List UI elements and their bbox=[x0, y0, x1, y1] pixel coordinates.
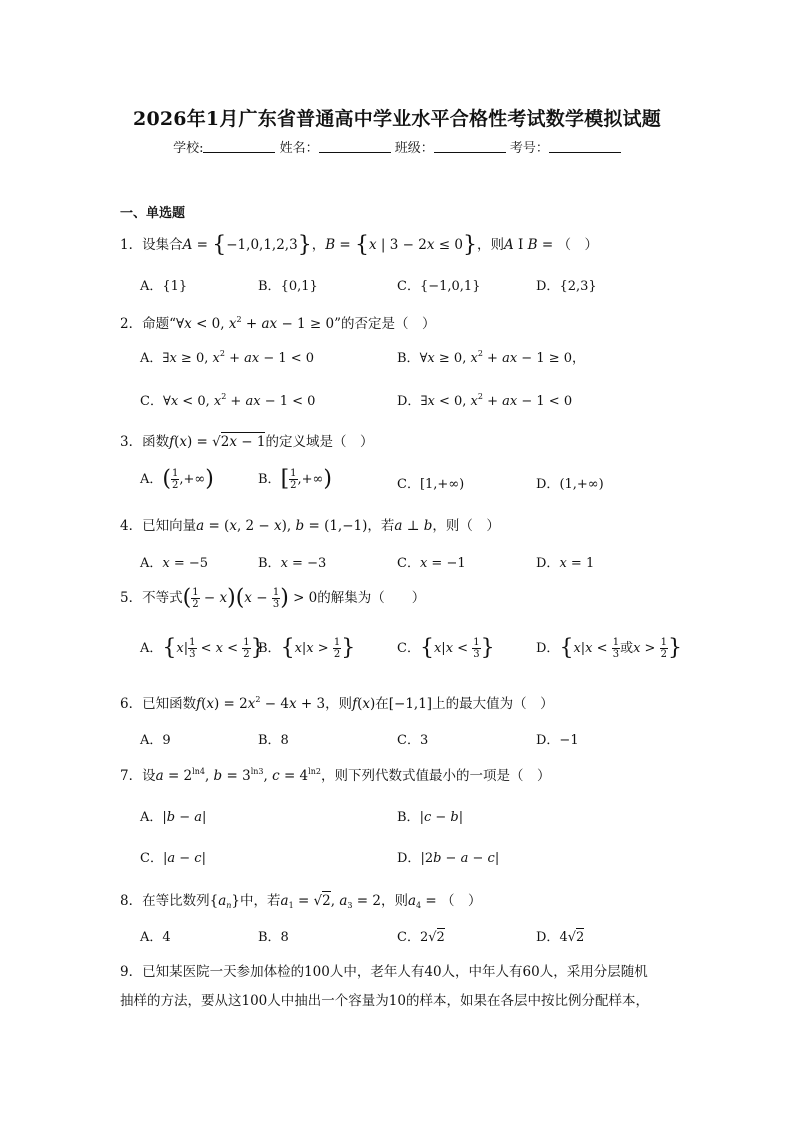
class-label: 班级： bbox=[394, 141, 434, 156]
q4-option-b: B．x = −3 bbox=[258, 556, 327, 571]
question-9-line-2: 抽样的方法，要从这100人中抽出一个容量为10的样本，如果在各层中按比例分配样本， bbox=[120, 993, 649, 1009]
q4-option-a: A．x = −5 bbox=[140, 556, 209, 571]
student-info-line bbox=[0, 137, 794, 156]
name-label: 姓名： bbox=[279, 141, 319, 156]
q3-option-d: D．(1,+∞) bbox=[536, 477, 604, 492]
q3-option-c: C．[1,+∞) bbox=[397, 477, 465, 492]
q5-option-b: B．{x|x > $\frac{1}{2}$ } bbox=[258, 635, 356, 661]
page-title: 2026年1月广东省普通高中学业水平合格性考试数学模拟试题 bbox=[133, 108, 661, 130]
q2-option-a: A．∃x ≥ 0, $x^2$ + ax − 1 < 0 bbox=[140, 349, 315, 366]
question-2: 2．命题“∀x < 0, $x^2$ + ax − 1 ≥ 0”的否定是（ ） bbox=[120, 315, 436, 332]
q3-option-b: B．[ $\frac{1}{2}$ ,+∞) bbox=[258, 466, 332, 492]
q8-option-b: B．8 bbox=[258, 930, 289, 945]
school-blank bbox=[203, 140, 275, 153]
question-5: 5．不等式( $\frac{1}{2}$ − x)(x − $\frac{1}{3}$ ) > 0的解集为（ ） bbox=[120, 585, 426, 611]
q3-option-a: A．( $\frac{1}{2}$ ,+∞) bbox=[140, 466, 214, 492]
class-blank bbox=[434, 140, 506, 153]
school-label: 学校: bbox=[173, 141, 204, 156]
q1-option-d: D．{2,3} bbox=[536, 279, 597, 294]
q6-option-b: B．8 bbox=[258, 733, 289, 748]
q2-option-b: B．∀x ≥ 0, $x^2$ + ax − 1 ≥ 0， bbox=[397, 349, 586, 366]
q6-option-d: D．−1 bbox=[536, 733, 579, 748]
question-7: 7．设$a = 2^{ln4}$, $b = 3^{ln3}$, $c = 4^{ln2}$，则下列代数式值最小的一项是（ ） bbox=[120, 767, 551, 784]
q1-option-b: B．{0,1} bbox=[258, 279, 318, 294]
question-9-line-1: 9．已知某医院一天参加体检的100人中，老年人有40人，中年人有60人，采用分层随机 bbox=[120, 964, 648, 980]
exam-number-label: 考号： bbox=[509, 141, 549, 156]
section-heading: 一、单选题 bbox=[120, 206, 186, 221]
q6-option-a: A．9 bbox=[140, 733, 171, 748]
question-6: 6．已知函数$f(x) = 2x^2 - 4x + 3$，则f(x)在[−1,1]上的最大值为（ ） bbox=[120, 695, 554, 712]
q1-option-c: C．{−1,0,1} bbox=[397, 279, 481, 294]
q4-option-d: D．x = 1 bbox=[536, 556, 595, 571]
q4-option-c: C．x = −1 bbox=[397, 556, 466, 571]
question-4: 4．已知向量a = (x, 2 − x), b = (1,−1)，若a ⊥ b，则（ ） bbox=[120, 518, 500, 534]
q2-option-d: D．∃x < 0, $x^2$ + ax − 1 < 0 bbox=[397, 392, 573, 409]
name-blank bbox=[319, 140, 391, 153]
q5-option-a: A．{x| $\frac{1}{3}$ < x < $\frac{1}{2}$ } bbox=[140, 635, 265, 661]
q2-option-c: C．∀x < 0, $x^2$ + ax − 1 < 0 bbox=[140, 392, 316, 409]
q8-option-d: D．4√2 bbox=[536, 930, 585, 945]
q1-option-a: A．{1} bbox=[140, 279, 188, 294]
q5-option-d: D．{x|x < $\frac{1}{3}$ 或x > $\frac{1}{2}$ } bbox=[536, 635, 682, 661]
question-8: 8．在等比数列$\{a_n\}$中，若$a_1 = √2$, $a_3 = 2$，则$a_4$ = （ ） bbox=[120, 893, 482, 910]
q8-option-c: C．2√2 bbox=[397, 930, 445, 945]
question-3: 3．函数f(x) = √2x − 1的定义域是（ ） bbox=[120, 434, 374, 450]
q7-option-d: D．|2b − a − c| bbox=[397, 851, 500, 866]
q6-option-c: C．3 bbox=[397, 733, 429, 748]
q7-option-b: B．|c − b| bbox=[397, 810, 464, 825]
exam-number-blank bbox=[549, 140, 621, 153]
q5-option-c: C．{x|x < $\frac{1}{3}$ } bbox=[397, 635, 495, 661]
q8-option-a: A．4 bbox=[140, 930, 171, 945]
q7-option-a: A．|b − a| bbox=[140, 810, 207, 825]
question-1: 1．设集合A = {−1,0,1,2,3}，B = {x | 3 − 2x ≤ 0}，则A I B = （ ） bbox=[120, 232, 598, 258]
q7-option-c: C．|a − c| bbox=[140, 851, 206, 866]
